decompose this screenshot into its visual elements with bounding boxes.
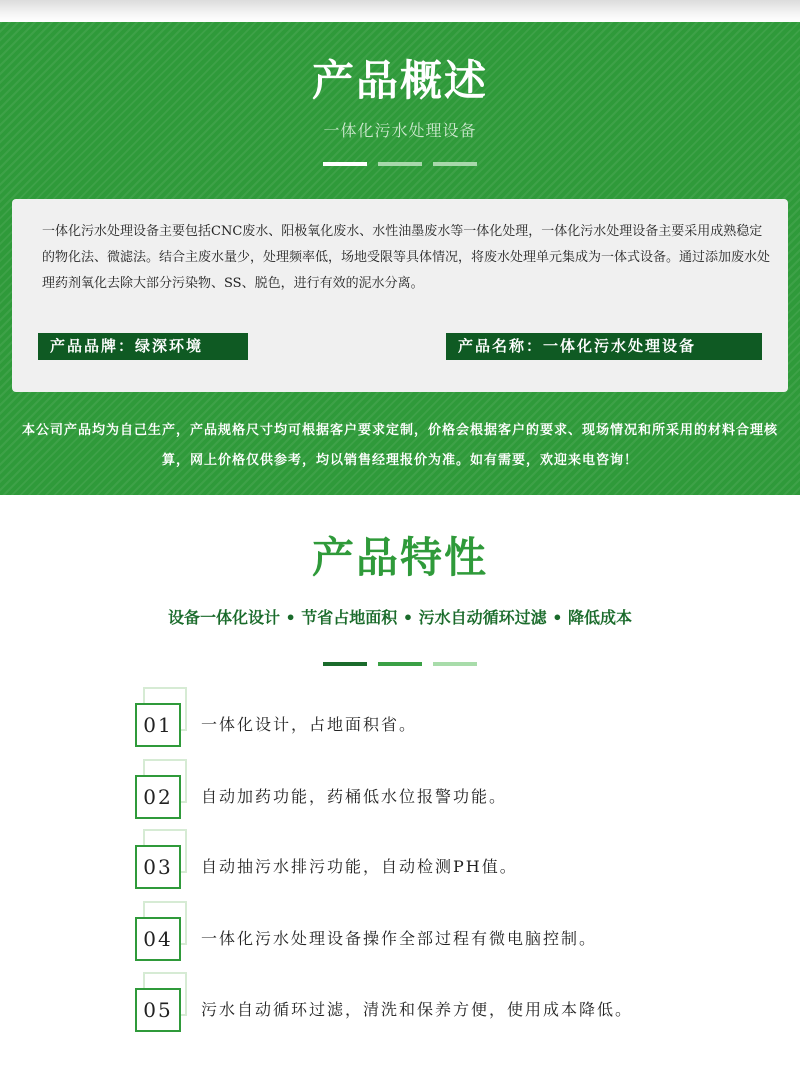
feature-number: 04 [135, 917, 181, 961]
brand-tag: 产品品牌：绿深环境 [38, 333, 248, 360]
product-name-tag: 产品名称：一体化污水处理设备 [446, 333, 762, 360]
overview-card [12, 199, 788, 392]
divider-bar [323, 162, 367, 166]
feature-number-badge [135, 695, 187, 747]
divider-bar [433, 662, 477, 666]
feature-number: 03 [135, 845, 181, 889]
pricing-notice: 本公司产品均为自己生产，产品规格尺寸均可根据客户要求定制，价格会根据客户的要求、现场情况和所采用的材料合理核算，网上价格仅供参考，均以销售经理报价为准。如有需要，欢迎来电咨询！ [21, 423, 778, 468]
feature-item [135, 909, 695, 961]
divider-bar [378, 662, 422, 666]
feature-number-badge [135, 980, 187, 1032]
feature-item [135, 767, 695, 819]
features-title: 产品特性 [311, 533, 488, 582]
feature-number-badge [135, 767, 187, 819]
feature-text: 污水自动循环过滤，清洗和保养方便，使用成本降低。 [201, 1000, 634, 1019]
divider-bar [323, 662, 367, 666]
feature-number-badge [135, 909, 187, 961]
divider-bar [378, 162, 422, 166]
overview-title: 产品概述 [311, 56, 488, 105]
feature-item [135, 980, 695, 1032]
feature-number-badge [135, 837, 187, 889]
feature-item [135, 695, 695, 747]
overview-subtitle: 一体化污水处理设备 [323, 121, 477, 140]
feature-text: 一体化污水处理设备操作全部过程有微电脑控制。 [201, 929, 598, 948]
feature-number: 05 [135, 988, 181, 1032]
overview-description: 一体化污水处理设备主要包括CNC废水、阳极氧化废水、水性油墨废水等一体化处理，一体化污水处理设备主要采用成熟稳定的物化法、微滤法。结合主废水量少，处理频率低，场地受限等具体情况，将废水处理单元集成为一体式设备。通过添加废水处理药剂氧化去除大部分污染物、SS、脱色，进行有效的泥水分离。 [42, 224, 771, 291]
feature-text: 自动抽污水排污功能，自动检测PH值。 [201, 857, 518, 876]
feature-text: 一体化设计，占地面积省。 [201, 715, 418, 734]
top-image-strip [0, 0, 800, 22]
feature-number: 02 [135, 775, 181, 819]
feature-number: 01 [135, 703, 181, 747]
feature-item [135, 837, 695, 889]
divider-bar [433, 162, 477, 166]
features-subtitle: 设备一体化设计 • 节省占地面积 • 污水自动循环过滤 • 降低成本 [167, 608, 633, 627]
feature-text: 自动加药功能，药桶低水位报警功能。 [201, 787, 508, 806]
